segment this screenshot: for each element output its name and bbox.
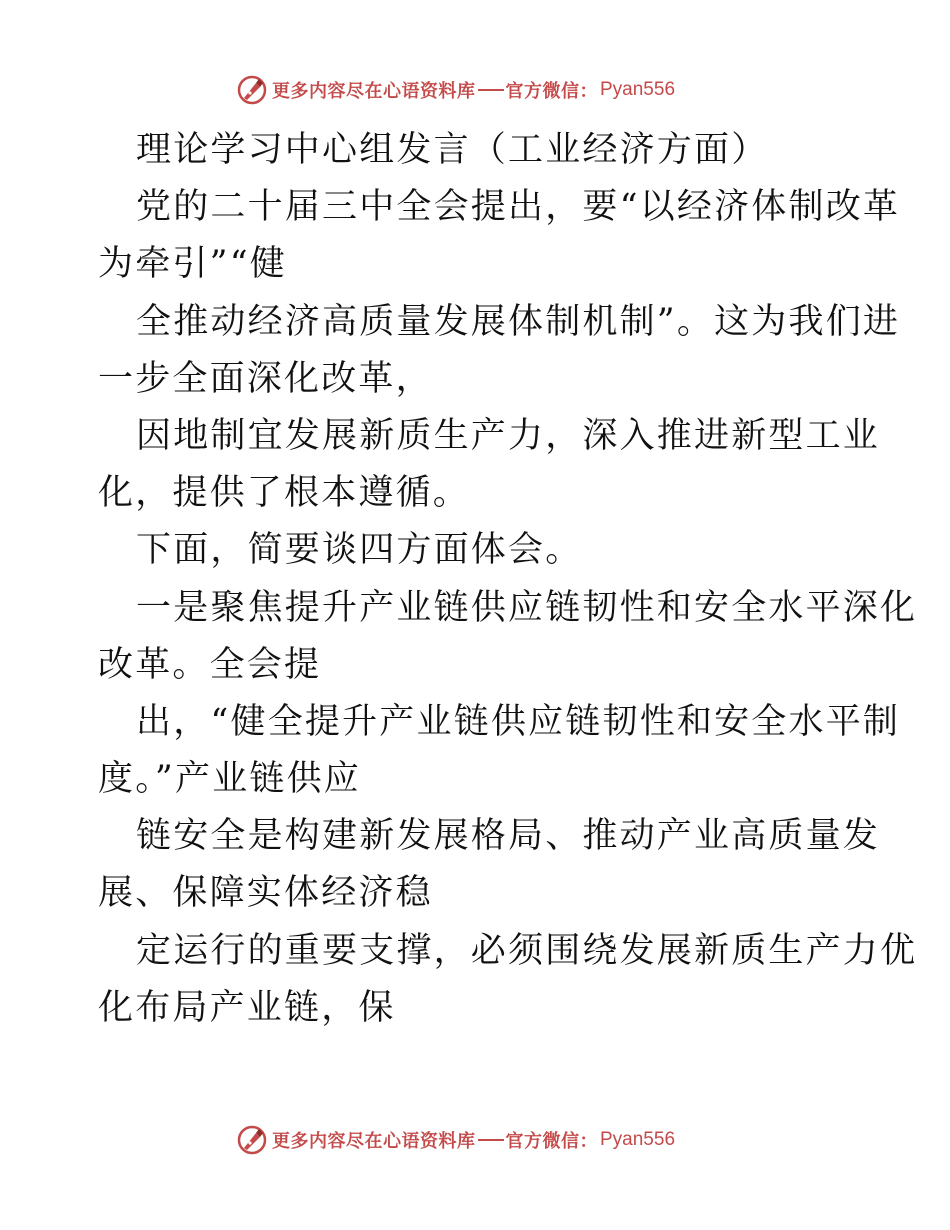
- paragraph-line: 化布局产业链，保: [98, 987, 396, 1028]
- paragraph-line: 链安全是构建新发展格局、推动产业高质量发: [136, 816, 881, 857]
- paragraph-line: 度。”产业链供应: [98, 759, 361, 800]
- paragraph-line: 改革。全会提: [98, 644, 322, 685]
- header-banner-wechat-id: Pyan556: [600, 79, 676, 100]
- paragraph-line: 一步全面深化改革，: [98, 358, 433, 399]
- paragraph-line: 展、保障实体经济稳: [98, 873, 433, 914]
- paragraph-line: 下面，简要谈四方面体会。: [136, 530, 583, 571]
- footer-banner-wechat-id: Pyan556: [600, 1129, 676, 1150]
- paragraph-line: 定运行的重要支撑，必须围绕发展新质生产力优: [136, 930, 918, 971]
- footer-banner-wechat-label: 官方微信：: [505, 1131, 598, 1152]
- header-banner: [236, 73, 675, 107]
- header-banner-dash: [478, 89, 504, 91]
- footer-banner: [236, 1123, 675, 1157]
- header-banner-text: 更多内容尽在心语资料库: [272, 81, 476, 102]
- paragraph-line: 一是聚焦提升产业链供应链韧性和安全水平深化: [136, 587, 918, 628]
- paragraph-line: 为牵引”“健: [98, 244, 287, 285]
- fountain-pen-logo-icon: [236, 1124, 268, 1156]
- header-banner-wechat-label: 官方微信：: [505, 81, 598, 102]
- document-body: [98, 122, 918, 1037]
- paragraph-line: 出，“健全提升产业链供应链韧性和安全水平制: [136, 701, 901, 742]
- footer-banner-text: 更多内容尽在心语资料库: [272, 1131, 476, 1152]
- paragraph-line: 化，提供了根本遵循。: [98, 473, 471, 514]
- paragraph-line: 党的二十届三中全会提出，要“以经济体制改革: [136, 187, 901, 228]
- footer-banner-dash: [478, 1139, 504, 1141]
- paragraph-line: 全推动经济高质量发展体制机制”。这为我们进: [136, 301, 901, 342]
- fountain-pen-logo-icon: [236, 74, 268, 106]
- paragraph-line: 因地制宜发展新质生产力，深入推进新型工业: [136, 415, 881, 456]
- document-title: 理论学习中心组发言（工业经济方面）: [136, 130, 769, 170]
